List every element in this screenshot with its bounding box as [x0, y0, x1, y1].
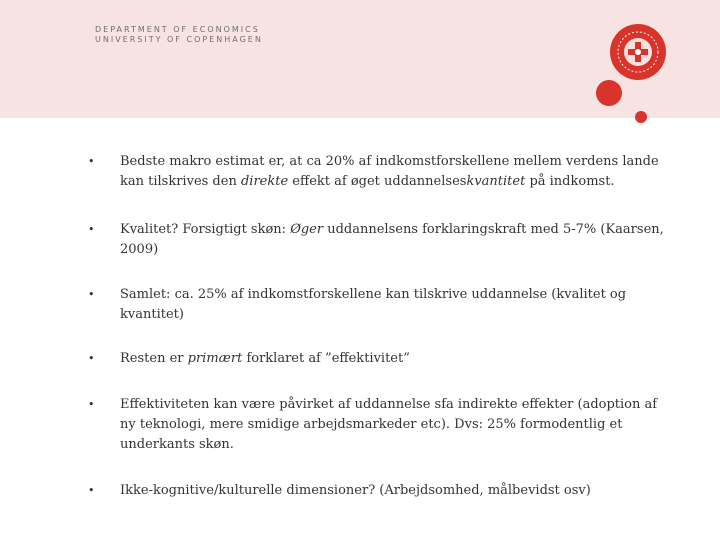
bullet-text: Ikke-kognitive/kulturelle dimensioner? (Arbejdsomhed, målbevidst osv) — [120, 483, 591, 498]
bullet-icon: • — [88, 155, 95, 168]
list-item — [88, 220, 668, 260]
list-item — [88, 152, 668, 192]
bullet-text: Resten er primært forklaret af ”effektivitet” — [120, 351, 410, 366]
list-item — [88, 395, 668, 455]
bullet-text: Samlet: ca. 25% af indkomstforskellene kan tilskrive uddannelse (kvalitet og kvantitet) — [120, 287, 627, 322]
university-name: UNIVERSITY OF COPENHAGEN — [95, 35, 263, 44]
bullet-text: Effektiviteten kan være påvirket af uddannelse sfa indirekte effekter (adoption af ny teknologi, mere smidige arbejdsmarkeder etc). Dvs: 25% formodentlig et underkants skøn. — [120, 397, 658, 452]
bullet-icon: • — [88, 484, 95, 497]
decorative-dot-small — [635, 111, 647, 123]
department-name: DEPARTMENT OF ECONOMICS — [95, 25, 260, 34]
bullet-icon: • — [88, 223, 95, 236]
decorative-dot-large — [596, 80, 622, 106]
bullet-icon: • — [88, 288, 95, 301]
bullet-text: Kvalitet? Forsigtigt skøn: Øger uddannelsens forklaringskraft med 5-7% (Kaarsen, 2009) — [120, 222, 664, 257]
bullet-icon: • — [88, 352, 95, 365]
bullet-text: Bedste makro estimat er, at ca 20% af indkomstforskellene mellem verdens lande kan tilskrives den direkte effekt af øget uddannelseskvantitet på indkomst. — [120, 154, 659, 189]
university-seal-icon — [608, 22, 668, 82]
department-title — [95, 25, 263, 45]
header-band — [0, 0, 720, 118]
list-item — [88, 481, 668, 501]
list-item — [88, 349, 668, 369]
list-item — [88, 285, 668, 325]
bullet-icon: • — [88, 398, 95, 411]
